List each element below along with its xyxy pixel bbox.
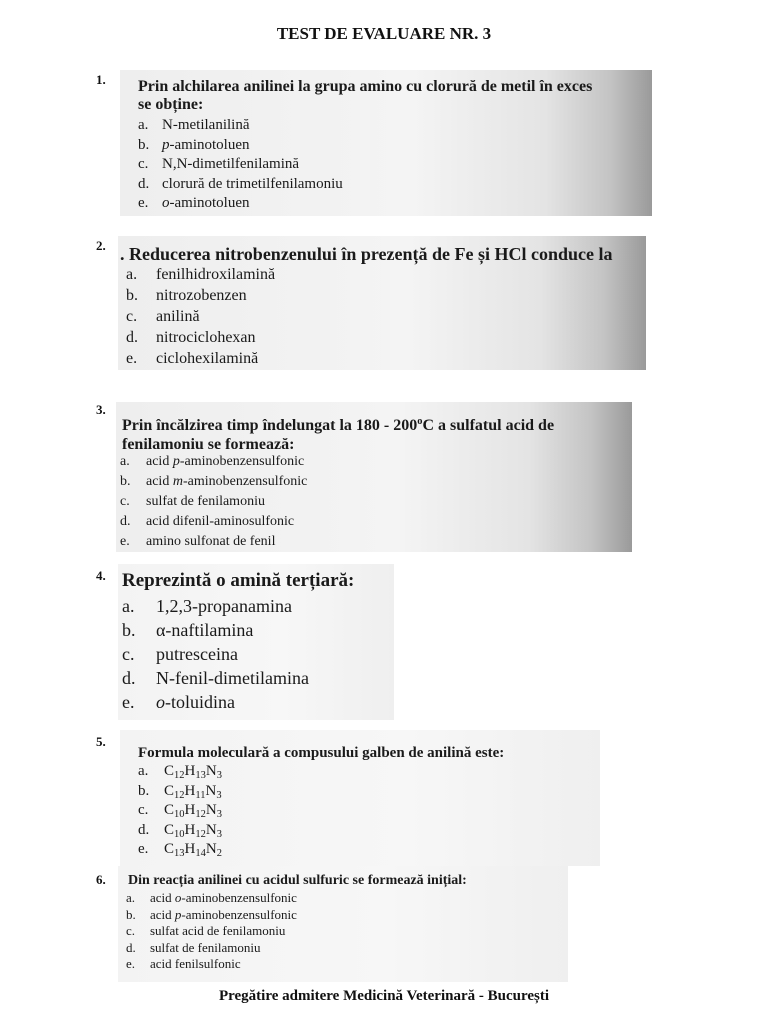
option-1a: a. N-metilanilină xyxy=(138,117,250,133)
answer-options-6 xyxy=(126,890,297,973)
option-5a: a. $C_{12}H_{13}N_3$ xyxy=(138,763,222,781)
option-3a: a. acid p-aminobenzensulfonic xyxy=(120,454,305,469)
answer-options-3 xyxy=(120,452,307,552)
option-2b: b. nitrozobenzen xyxy=(126,287,247,304)
option-2a: a. fenilhidroxilamină xyxy=(126,266,276,283)
option-6d: d. sulfat de fenilamoniu xyxy=(126,939,261,955)
option-4e: e. o-toluidina xyxy=(122,692,235,712)
option-1d: d. clorură de trimetilfenilamoniu xyxy=(138,175,343,192)
answer-options-4 xyxy=(122,594,309,714)
option-3e: e. amino sulfonat de fenil xyxy=(120,534,276,549)
question-stem-5: Formula moleculară a compusului galben de anilină este: xyxy=(138,745,505,761)
option-1e: e. o-aminotoluen xyxy=(138,195,250,211)
option-5e: e. $C_{13}H_{14}N_2$ xyxy=(138,841,222,859)
question-number-5: 5. xyxy=(96,734,106,749)
option-2c: c. anilină xyxy=(126,308,200,325)
question-number-6: 6. xyxy=(96,872,106,887)
question-stem-4: Reprezintă o amină terțiară: xyxy=(122,570,355,591)
option-5d: d. $C_{10}H_{12}N_3$ xyxy=(138,821,222,840)
question-number-2: 2. xyxy=(96,238,106,253)
option-5b: b. $C_{12}H_{11}N_3$ xyxy=(138,782,222,801)
question-stem-3: Prin încălzirea timp îndelungat la 180 - 200$^o$C a sulfatul acid de fenilamoniu se formează: xyxy=(122,416,555,453)
question-block-6 xyxy=(118,866,568,982)
question-stem-2: . Reducerea nitrobenzenului în prezență de Fe și HCl conduce la xyxy=(120,244,613,264)
question-block-5 xyxy=(120,730,600,866)
option-5c: c. $C_{10}H_{12}N_3$ xyxy=(138,802,222,820)
option-6e: e. acid fenilsulfonic xyxy=(126,956,241,971)
question-stem-1: Prin alchilarea anilinei la grupa amino cu clorură de metil în exces se obține: xyxy=(138,78,593,113)
option-2e: e. ciclohexilamină xyxy=(126,350,259,367)
answer-options-1 xyxy=(138,116,343,214)
option-3d: d. acid difenil-aminosulfonic xyxy=(120,514,295,529)
question-block-3 xyxy=(116,402,632,552)
answer-options-2 xyxy=(126,264,275,369)
option-4a: a. 1,2,3-propanamina xyxy=(122,596,292,616)
page-footer: Pregătire admitere Medicină Veterinară - București xyxy=(218,988,550,1004)
option-4d: d. N-fenil-dimetilamina xyxy=(122,668,309,688)
option-3c: c. sulfat de fenilamoniu xyxy=(120,494,265,509)
option-3b: b. acid m-aminobenzensulfonic xyxy=(120,474,308,489)
question-stem-6: Din reacția anilinei cu acidul sulfuric se formează inițial: xyxy=(128,873,467,888)
question-block-4 xyxy=(118,564,394,720)
option-6b: b. acid p-aminobenzensulfonic xyxy=(126,906,297,922)
option-1c: c. N,N-dimetilfenilamină xyxy=(138,156,300,172)
option-6a: a. acid o-aminobenzensulfonic xyxy=(126,890,297,905)
question-number-4: 4. xyxy=(96,568,106,583)
question-number-3: 3. xyxy=(96,402,106,417)
question-number-1: 1. xyxy=(96,72,106,87)
page-title: TEST DE EVALUARE NR. 3 xyxy=(276,24,492,43)
question-block-1 xyxy=(120,70,652,216)
answer-options-5 xyxy=(138,762,222,860)
question-block-2 xyxy=(118,236,646,370)
option-1b: b. p-aminotoluen xyxy=(138,136,250,153)
option-6c: c. sulfat acid de fenilamoniu xyxy=(126,923,286,938)
option-4c: c. putresceina xyxy=(122,644,238,664)
option-2d: d. nitrociclohexan xyxy=(126,329,256,346)
option-4b: b. α-naftilamina xyxy=(122,620,254,640)
